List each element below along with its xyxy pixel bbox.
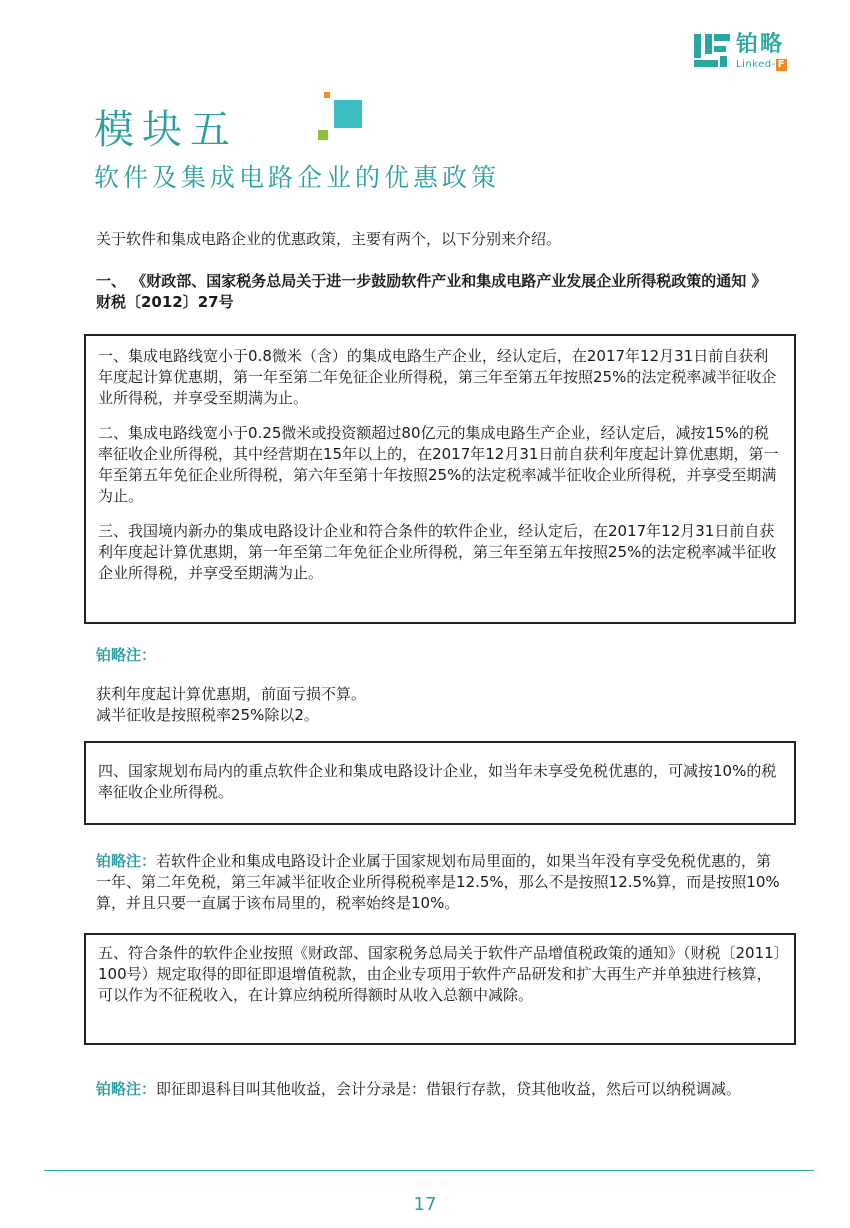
brand-sub-text: Linked- [736, 59, 776, 70]
policy-box-3 [84, 933, 796, 1045]
brand-logo [694, 32, 806, 72]
policy-box-1 [84, 334, 796, 624]
note-3-label: 铂略注： [96, 1080, 157, 1098]
note-1-line-1: 获利年度起计算优惠期，前面亏损不算。 [96, 685, 367, 703]
note-3 [96, 1079, 786, 1100]
brand-subtitle [736, 59, 787, 71]
brand-sub-mark: F [777, 59, 786, 70]
policy-item-5: 五、符合条件的软件企业按照《财政部、国家税务总局关于软件产品增值税政策的通知》（财税〔2011〕100号）规定取得的即征即退增值税款，由企业专项用于软件产品研发和扩大再生产并单独进行核算，可以作为不征税收入，在计算应纳税所得额时从收入总额中减除。 [98, 944, 782, 1004]
policy-box-2 [84, 741, 796, 825]
note-1-line-2: 减半征收是按照税率25%除以2。 [96, 706, 319, 724]
page-number: 17 [413, 1194, 437, 1215]
note-1-label: 铂略注： [96, 646, 157, 664]
brand-name: 铂略 [736, 32, 785, 57]
page-title: 模块五 [94, 107, 238, 153]
note-2-label: 铂略注： [96, 852, 157, 870]
policy-item-2: 二、集成电路线宽小于0.25微米或投资额超过80亿元的集成电路生产企业，经认定后，减按15%的税率征收企业所得税，其中经营期在15年以上的，在2017年12月31日前自获利年度起计算优惠期，第一年至第五年免征企业所得税，第六年至第十年按照25%的法定税率减半征收企业所得税，并享受至期满为止。 [98, 424, 779, 505]
note-3-text: 即征即退科目叫其他收益，会计分录是：借银行存款，贷其他收益，然后可以纳税调减。 [156, 1080, 742, 1098]
policy-item-4: 四、国家规划布局内的重点软件企业和集成电路设计企业，如当年未享受免税优惠的，可减按10%的税率征收企业所得税。 [98, 762, 777, 801]
footer-divider [44, 1170, 814, 1171]
decor-square-green [318, 130, 328, 140]
note-2-text: 若软件企业和集成电路设计企业属于国家规划布局里面的，如果当年没有享受免税优惠的，第一年、第二年免税，第三年减半征收企业所得税税率是12.5%，那么不是按照12.5%算，而是按照10%算，并且只要一直属于该布局里的，税率始终是10%。 [96, 852, 780, 912]
linked-f-logo-icon [694, 34, 730, 70]
section-heading: 一、 《财政部、国家税务总局关于进一步鼓励软件产业和集成电路产业发展企业所得税政策的通知 》 财税〔2012〕27号 [96, 272, 767, 311]
policy-item-3: 三、我国境内新办的集成电路设计企业和符合条件的软件企业，经认定后，在2017年12月31日前自获利年度起计算优惠期，第一年至第二年免征企业所得税，第三年至第五年按照25%的法定税率减半征收企业所得税，并享受至期满为止。 [98, 522, 777, 582]
note-2 [96, 851, 786, 914]
page-subtitle: 软件及集成电路企业的优惠政策 [94, 163, 501, 192]
policy-item-1: 一、集成电路线宽小于0.8微米（含）的集成电路生产企业，经认定后，在2017年12月31日前自获利年度起计算优惠期，第一年至第二年免征企业所得税，第三年至第五年按照25%的法定税率减半征收企业所得税，并享受至期满为止。 [98, 347, 777, 407]
intro-text: 关于软件和集成电路企业的优惠政策，主要有两个，以下分别来介绍。 [96, 230, 562, 248]
decor-square-orange [324, 92, 330, 98]
decor-square-teal [334, 100, 362, 128]
